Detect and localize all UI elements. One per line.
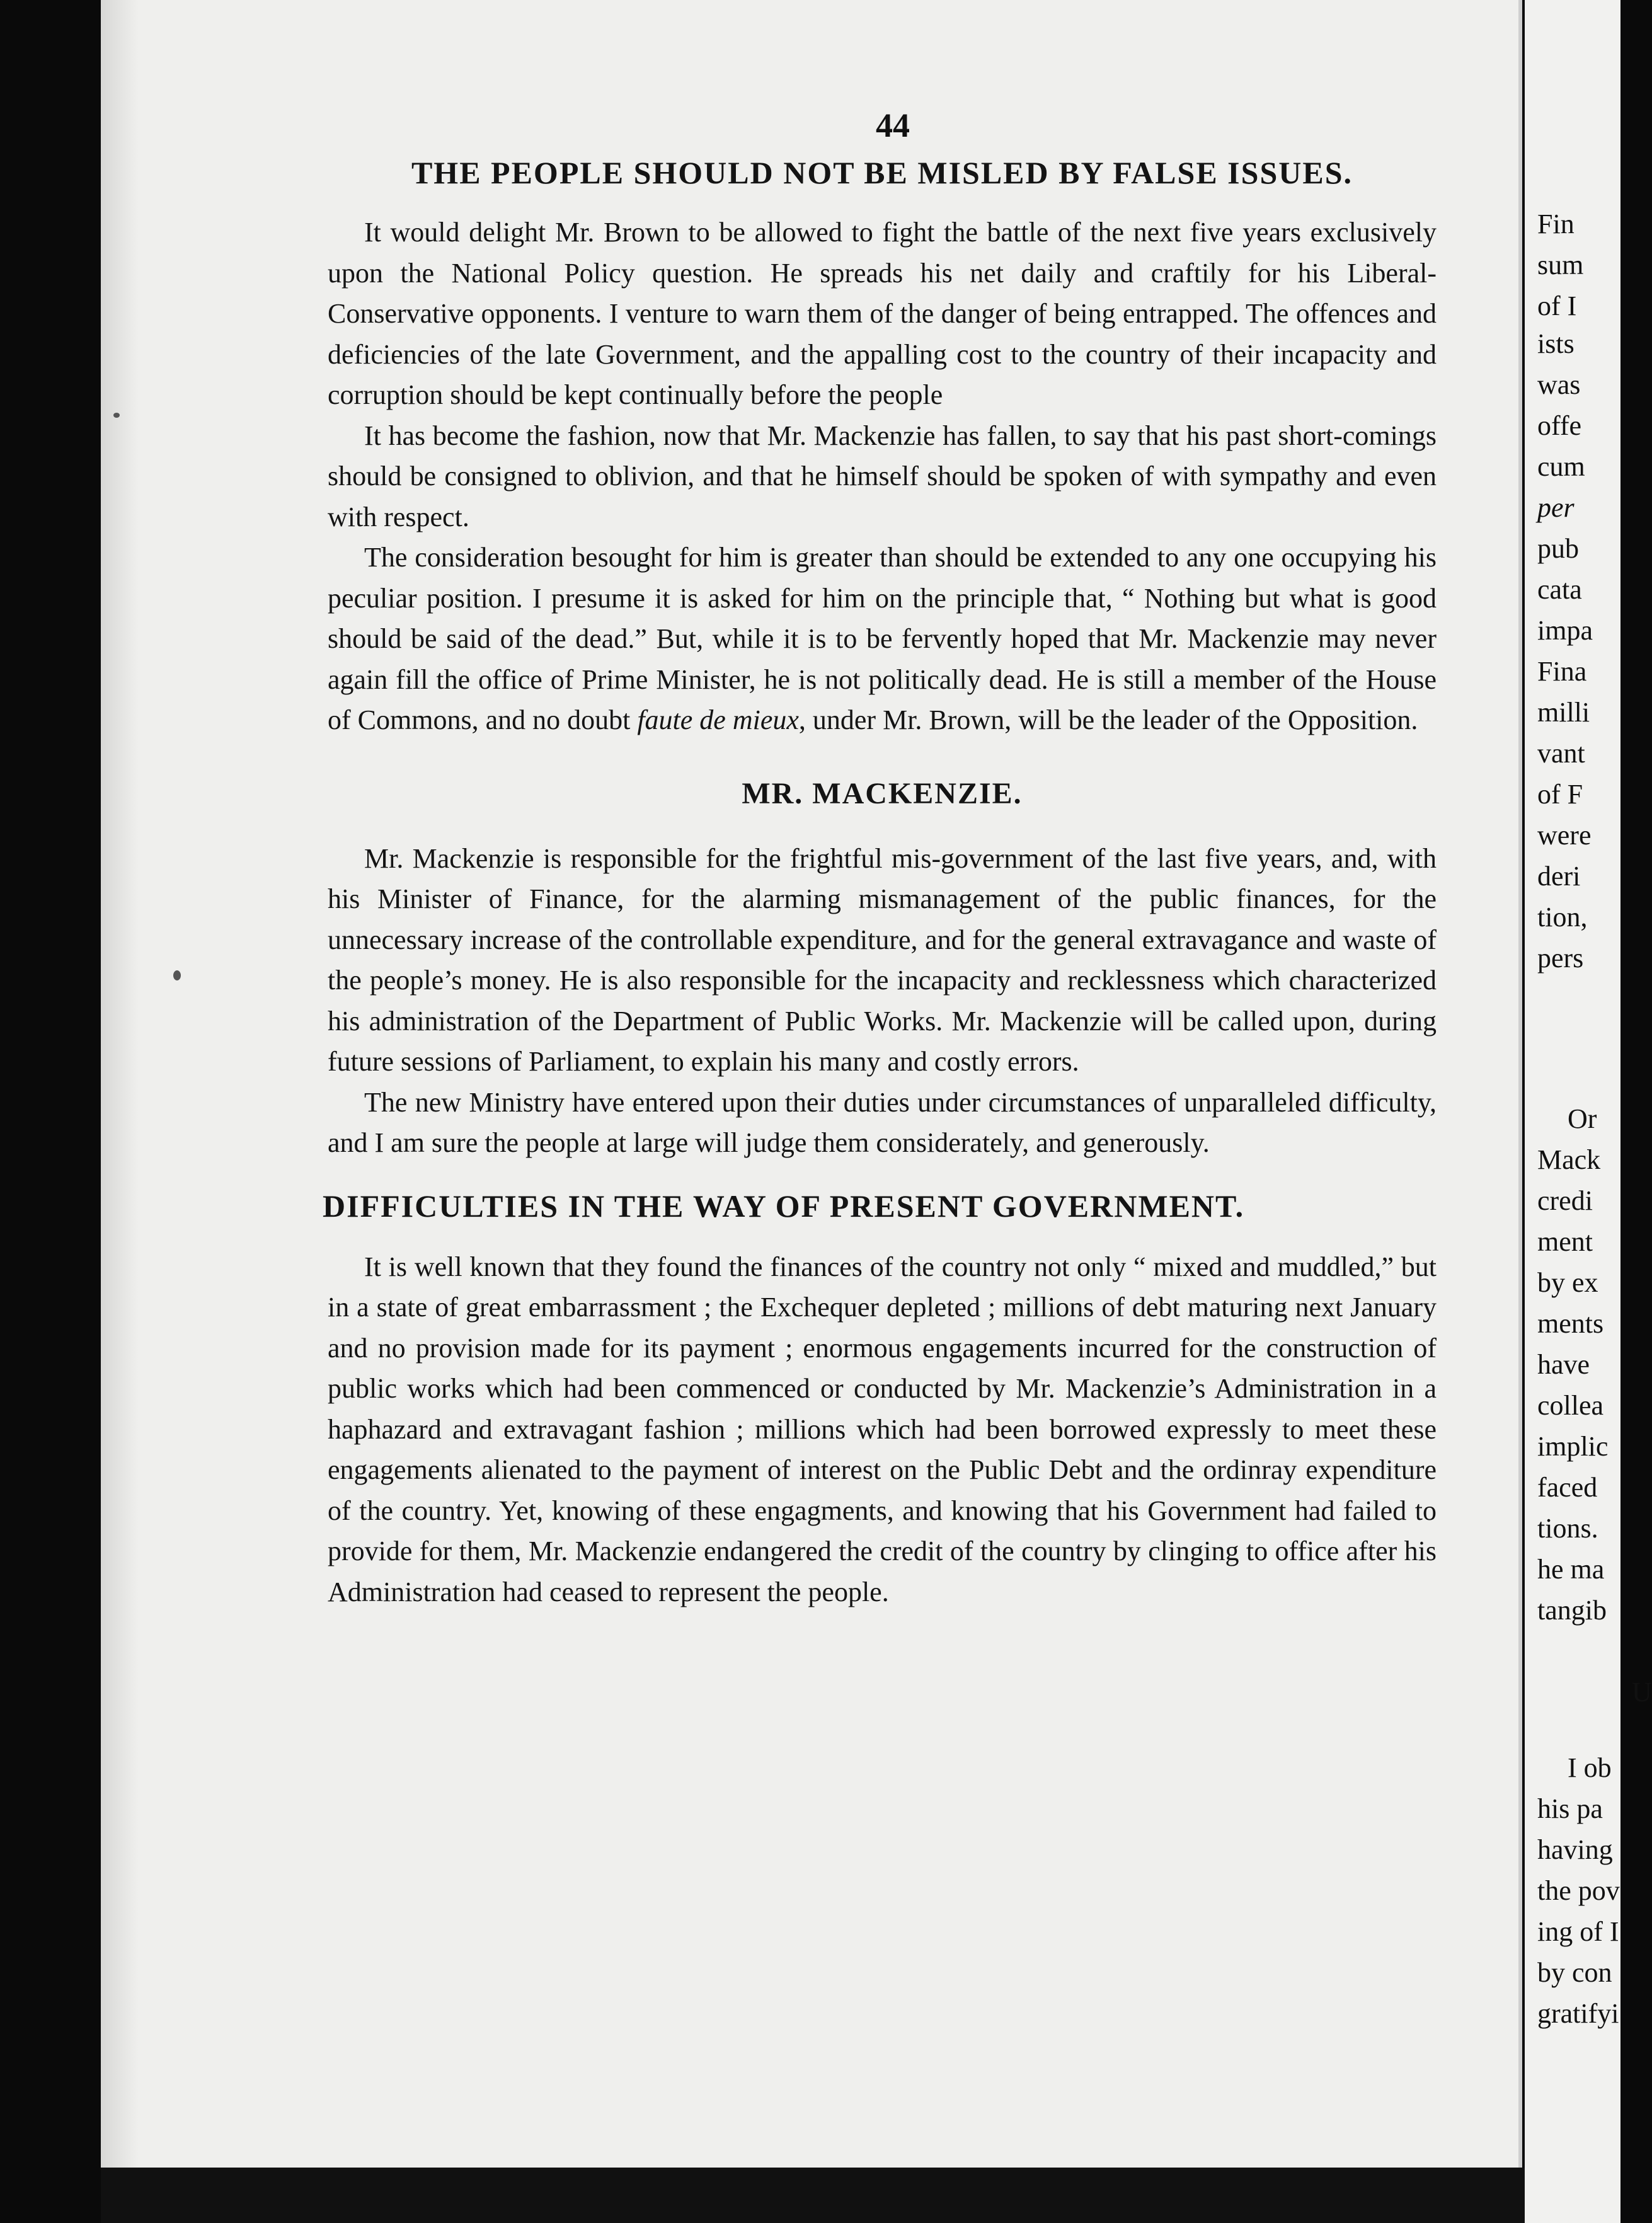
right-page-line: vant — [1537, 738, 1585, 769]
right-page-line: per — [1537, 492, 1575, 523]
right-page-line: U — [1632, 1677, 1652, 1708]
right-page-line: Or — [1568, 1103, 1597, 1134]
italic-phrase: faute de mieux — [637, 704, 799, 735]
right-page-line: pub — [1537, 533, 1579, 564]
right-page-line: tions. — [1537, 1513, 1598, 1544]
scan-speck — [173, 970, 181, 980]
page-number: 44 — [876, 106, 910, 144]
right-page-line: gratifyi — [1537, 1998, 1619, 2029]
paragraph: It would delight Mr. Brown to be allowed to fight the battle of the next five years exclusively upon the National Policy question. He spreads his net daily and craftily for his Liberal-Conservative opponents. I venture to warn them of the danger of being entrapped. The offences and deficiencies of the late Government, and the appalling cost to the country of their incapacity and corruption should be kept continually before the people — [328, 217, 1437, 410]
right-page-line: having — [1537, 1834, 1613, 1865]
right-page-line: offe — [1537, 410, 1582, 441]
paragraph: It is well known that they found the finances of the country not only “ mixed and muddled,” but in a state of great embarrassment ; the Exchequer depleted ; millions of debt maturing next January and no provision made for its payment ; enormous engagements incurred for the construction of public works which had been commenced or conducted by Mr. Mackenzie’s Administration in a haphazard and extravagant fashion ; millions which had been borrowed expressly to meet these engagements alienated to the payment of interest on the Public Debt and the ordinray expenditure of the country. Yet, knowing of these engagments, and knowing that his Government had failed to provide for them, Mr. Mackenzie endangered the credit of the country by clinging to office after his Administration had ceased to represent the people. — [328, 1251, 1437, 1607]
right-page-line: the pov — [1537, 1875, 1620, 1906]
section-heading-difficulties: DIFFICULTIES IN THE WAY OF PRESENT GOVERNMENT. — [323, 1188, 1245, 1224]
right-page-line: his pa — [1537, 1793, 1603, 1824]
paragraph: The new Ministry have entered upon their duties under circumstances of unparalleled difficulty, and I am sure the people at large will judge them considerately, and generously. — [328, 1086, 1437, 1158]
right-page-line: pers — [1537, 943, 1584, 974]
scan-speck — [113, 413, 120, 418]
page-content — [323, 154, 1437, 1612]
right-page-line: by con — [1537, 1957, 1612, 1988]
right-page-line: cata — [1537, 574, 1582, 605]
right-page-line: by ex — [1537, 1267, 1598, 1298]
right-page-line: ing of I — [1537, 1916, 1619, 1947]
paragraph: Mr. Mackenzie is responsible for the frightful mis-government of the last five years, and, with his Minister of Finance, for the alarming mismanagement of the public finances, for the unnecessary increase of the controllable expenditure, and for the general extravagance and waste of the people’s money. He is also responsible for the incapacity and recklessness which characterized his administration of the Department of Public Works. Mr. Mackenzie will be called upon, during future sessions of Parliament, to explain his many and costly errors. — [328, 842, 1437, 1077]
right-page-line: sum — [1537, 250, 1584, 280]
right-page-line: impa — [1537, 615, 1593, 646]
right-page-line: he ma — [1537, 1554, 1605, 1585]
right-page-line: ments — [1537, 1308, 1604, 1339]
right-page-line: implic — [1537, 1431, 1609, 1462]
right-page-line: of F — [1537, 779, 1583, 810]
paragraph-text: , under Mr. Brown, will be the leader of the Opposition. — [798, 704, 1418, 735]
right-page-line: collea — [1537, 1390, 1604, 1421]
binding-edge — [101, 0, 139, 2168]
paragraph — [328, 537, 1437, 741]
right-page-line: was — [1537, 369, 1581, 400]
section-heading-mackenzie: MR. MACKENZIE. — [742, 776, 1023, 810]
right-page-line: cum — [1537, 451, 1585, 482]
right-page-line: tangib — [1537, 1595, 1607, 1626]
right-page-line: deri — [1537, 861, 1581, 892]
right-page-line: were — [1537, 820, 1592, 851]
right-page-line: Mack — [1537, 1144, 1601, 1175]
right-page-line: credi — [1537, 1185, 1593, 1216]
paragraph-text: The consideration besought for him is greater than should be extended to any one occupying his peculiar position. I presume it is asked for him on the principle that, “ Nothing but what is good should be said of the dead.” But, while it is to be fervently hoped that Mr. Mackenzie may never again fill the office of Prime Minister, he is not politically dead. He is still a member of the House of Commons, and no doubt — [328, 542, 1437, 735]
right-page-line: ment — [1537, 1226, 1593, 1257]
right-page-line: tion, — [1537, 902, 1588, 933]
right-page-line: have — [1537, 1349, 1590, 1380]
right-page-line: faced — [1537, 1472, 1598, 1503]
right-page-line: of I — [1537, 290, 1577, 321]
right-page-line: Fina — [1537, 656, 1587, 687]
right-page-line: I ob — [1568, 1752, 1612, 1783]
right-page-line: Fin — [1537, 209, 1575, 239]
scan-border — [101, 2168, 1525, 2223]
section-heading-false-issues: THE PEOPLE SHOULD NOT BE MISLED BY FALSE ISSUES. — [411, 155, 1353, 190]
paragraph: It has become the fashion, now that Mr. Mackenzie has fallen, to say that his past short-comings should be consigned to oblivion, and that he himself should be spoken of with sympathy and even with respect. — [328, 420, 1437, 532]
right-page-line: milli — [1537, 697, 1590, 728]
right-page-line: ists — [1537, 328, 1575, 359]
